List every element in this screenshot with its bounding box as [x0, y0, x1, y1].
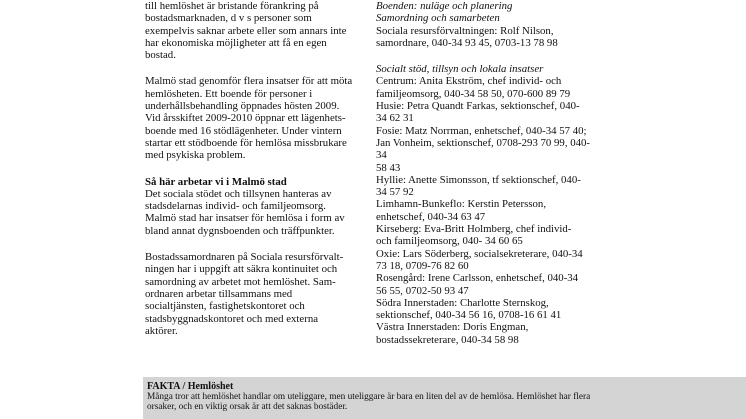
- contact-line: 56 55, 0702-50 93 47: [376, 284, 469, 297]
- coordinator-paragraph: [145, 251, 353, 337]
- section-title: Socialt stöd, tillsyn och lokala insatser: [376, 63, 544, 76]
- text-line: aktörer.: [145, 324, 178, 337]
- text-line: Bostadssamordnaren på Sociala resursförvalt-: [145, 251, 344, 264]
- text-line: Det sociala stödet och tillsynen hanteras av: [145, 187, 332, 200]
- text-line: startar ett stödboende för hemlösa missbrukare: [145, 136, 347, 149]
- fakta-box: [143, 377, 746, 419]
- support-paragraph: [145, 188, 353, 237]
- text-line: socialtjänsten, fastighetskontoret och: [145, 300, 305, 313]
- contact-line: familjeomsorg, 040-34 58 50, 070-600 89 79: [376, 87, 571, 100]
- contact-line: Kirseberg: Eva-Britt Holmberg, chef individ-: [376, 223, 572, 236]
- text-line: underhållsbehandling öppnades hösten 2009.: [145, 100, 340, 113]
- section-title: Boenden: nuläge och planering: [376, 0, 513, 12]
- contact-line: samordnare, 040-34 93 45, 0703-13 78 98: [376, 36, 558, 49]
- text-line: Malmö stad genomför flera insatser för att möta: [145, 75, 353, 88]
- text-line: bland annat dygnsboenden och träffpunkter.: [145, 224, 335, 237]
- contact-line: sektionschef, 040-34 56 16, 0708-16 61 41: [376, 309, 562, 322]
- intro-paragraph: [145, 0, 353, 61]
- contact-line: och familjeomsorg, 040- 34 60 65: [376, 235, 523, 248]
- contact-line: 34 62 31: [376, 112, 414, 125]
- text-line: med psykiska problem.: [145, 149, 246, 162]
- contact-line: 73 18, 0709-76 82 60: [376, 259, 469, 272]
- contact-line: 58 43: [376, 161, 401, 174]
- text-line: boende med 16 stödlägenheter. Under vintern: [145, 124, 342, 137]
- fakta-text-line: Många tror att hemlöshet handlar om uteliggare, men uteliggare är bara en liten del av de hemlösa. Hemlöshet har flera: [147, 392, 591, 402]
- text-line: hemlösheten. Ett boende för personer i: [145, 87, 313, 100]
- contact-line: Sociala resursförvaltningen: Rolf Nilson,: [376, 24, 554, 37]
- measures-paragraph: [145, 75, 353, 161]
- right-column: [376, 0, 591, 346]
- text-line: har ekonomiska möjligheter att få en egen: [145, 36, 327, 49]
- contact-line: Centrum: Anita Ekström, chef individ- och: [376, 75, 562, 88]
- text-line: stadsbyggnadskontoret och med externa: [145, 312, 319, 325]
- text-line: till hemlöshet är bristande förankring på: [145, 0, 319, 12]
- text-line: samordning av arbetet mot hemlöshet. Sam-: [145, 275, 336, 288]
- contact-line: enhetschef, 040-34 63 47: [376, 210, 486, 223]
- left-column: [145, 0, 353, 337]
- text-line: bostadsmarknaden, d v s personer som: [145, 12, 312, 25]
- contact-line: Hyllie: Anette Simonsson, tf sektionschef, 040-: [376, 173, 581, 186]
- contact-line: Limhamn-Bunkeflo: Kerstin Petersson,: [376, 198, 547, 211]
- section-heading: Så här arbetar vi i Malmö stad: [145, 175, 287, 188]
- contact-line: Oxie: Lars Söderberg, socialsekreterare, 040-34: [376, 247, 583, 260]
- text-line: bostad.: [145, 49, 176, 62]
- contact-line: Rosengård: Irene Carlsson, enhetschef, 040-34: [376, 272, 579, 285]
- contact-line: Fosie: Matz Norrman, enhetschef, 040-34 57 40;: [376, 124, 587, 137]
- fakta-text-line: orsaker, och en viktig orsak är att det saknas bostäder.: [147, 402, 348, 413]
- text-line: stadsdelarnas individ- och familjeomsorg.: [145, 200, 326, 213]
- contact-line: Husie: Petra Quandt Farkas, sektionschef, 040-: [376, 100, 580, 113]
- text-line: ningen har i uppgift att säkra kontinuitet och: [145, 263, 338, 276]
- contact-line: Västra Innerstaden: Doris Engman,: [376, 321, 529, 334]
- text-line: ordnaren arbetar tillsammans med: [145, 287, 293, 300]
- contact-line: Jan Vonheim, sektionschef, 0708-293 70 99, 040-34: [376, 136, 591, 162]
- text-line: exempelvis saknar arbete eller som annars inte: [145, 24, 347, 37]
- contact-line: 34 57 92: [376, 186, 414, 199]
- contact-line: Södra Innerstaden: Charlotte Sternskog,: [376, 296, 549, 309]
- section-title: Samordning och samarbeten: [376, 12, 500, 25]
- text-line: Malmö stad har insatser för hemlösa i form av: [145, 212, 345, 225]
- contact-line: bostadssekreterare, 040-34 58 98: [376, 333, 519, 346]
- text-line: Vid årsskiftet 2009-2010 öppnar ett lägenhets-: [145, 112, 346, 125]
- fakta-title: FAKTA / Hemlöshet: [147, 381, 234, 392]
- contact-list: [376, 75, 591, 346]
